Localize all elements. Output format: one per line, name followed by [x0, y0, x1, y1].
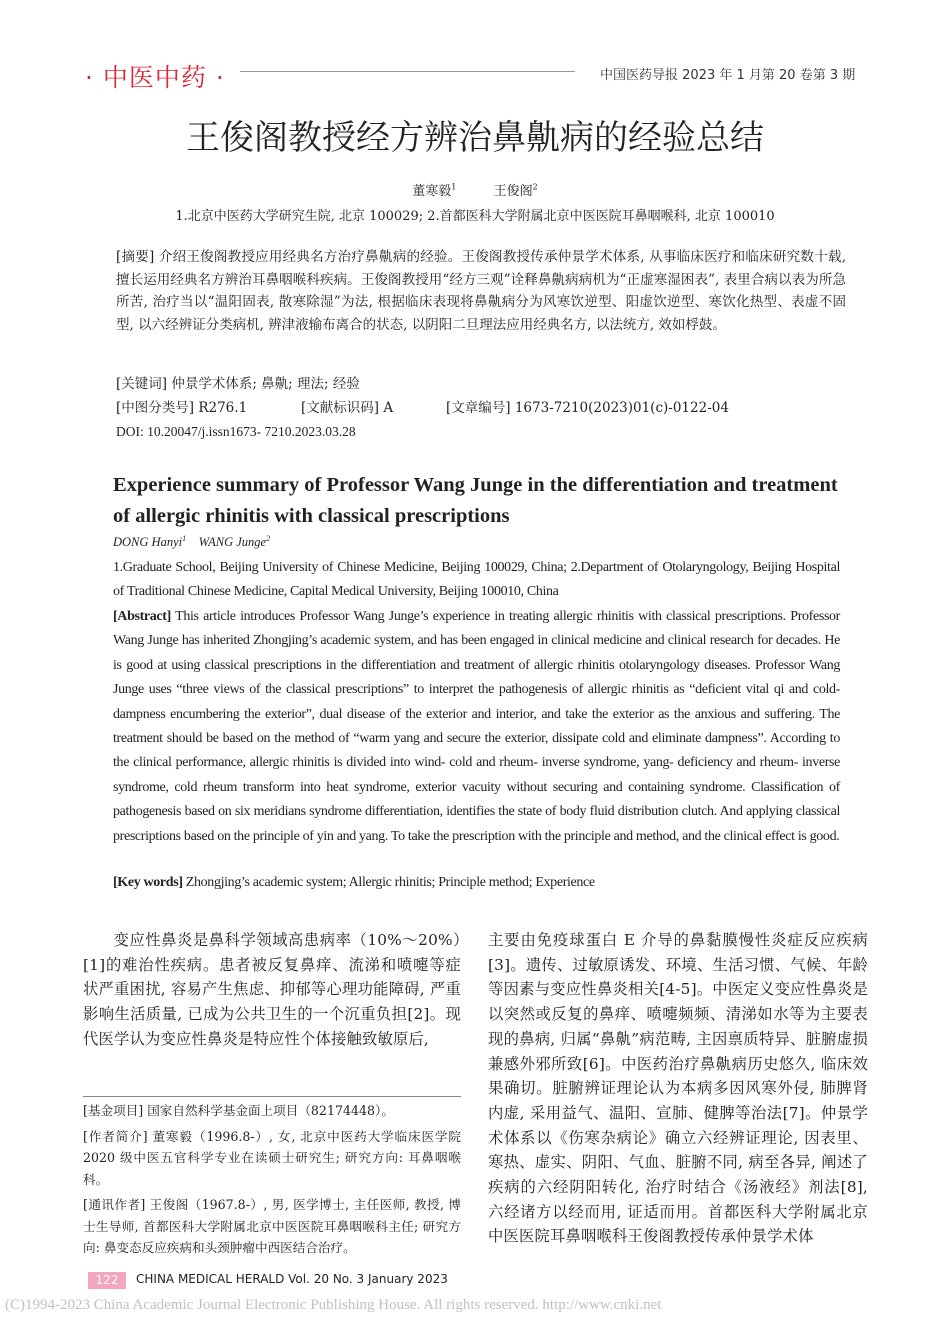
affiliation: 1.北京中医药大学研究生院, 北京 100029; 2.首都医科大学附属北京中医医院耳鼻咽喉科, 北京 100010 [175, 209, 775, 224]
clc-label: [中图分类号] [116, 400, 195, 416]
doc-label: [文献标识码] [301, 400, 380, 416]
journal-info: 中国医药导报 2023 年 1 月第 20 卷第 3 期 [600, 68, 856, 83]
en-author-2: WANG Junge [198, 535, 267, 550]
article-label: [文章编号] [446, 400, 511, 416]
footnote-author: [作者简介] 董寒毅（1996.8-）, 女, 北京中医药大学临床医学院 2020 级中医五官科学专业在读硕士研究生; 研究方向: 耳鼻咽喉科。 [83, 1128, 461, 1187]
en-author-2-sup: 2 [266, 534, 271, 543]
en-abstract-text: This article introduces Professor Wang Junge’s experience in treating allergic rhinitis with classical prescriptions. Professor Wang Junge has inherited Zhongjing’s academic system, and has been engaged in clinical medicine and clinical research for decades. He is good at using classical prescriptions in the differentiation and treatment of allergic rhinitis otolaryngology diseases. Professor Wang Junge uses “three views of the classical prescriptions” to interpret the pathogenesis of allergic rhinitis as “deficient vital qi and cold- dampness encumbering the exterior”, dual disease of the exterior and interior, and take the exterior as the anxious and suffering. The treatment should be based on the method of “warm yang and secure the exterior, dissipate cold and eliminate dampness”. According to the clinical performance, allergic rhinitis is divided into wind- cold and rheum- inverse syndrome, yang- deficiency and rheum- inverse syndrome, cold rheum transform into heat syndrome, exterior vacuity without securing and containing syndrome. Classification of pathogenesis based on six meridians syndrome differentiation, identifies the state of body fluid distribution clutch. And applying classical prescriptions based on the principle of yin and yang. To take the prescription with the principle and method, and the clinical effect is good. [113, 609, 840, 844]
en-keywords-text: Zhongjing’s academic system; Allergic rhinitis; Principle method; Experience [185, 875, 595, 890]
page-number: 122 [88, 1272, 126, 1289]
footnote-corresponding: [通讯作者] 王俊阁（1967.8-）, 男, 医学博士, 主任医师, 教授, 博士生导师, 首都医科大学附属北京中医医院耳鼻咽喉科主任; 研究方向: 鼻变态反应疾病和头颈肿瘤中西医结合治疗。 [83, 1197, 461, 1255]
en-author-1-sup: 1 [182, 534, 187, 543]
en-title: Experience summary of Professor Wang Junge in the differentiation and treatment of allergic rhinitis with classical prescriptions [113, 474, 838, 527]
cn-keywords [116, 373, 846, 396]
author-1: 董寒毅 [412, 184, 452, 199]
author-1-sup: 1 [451, 182, 457, 192]
cn-keywords-text: 仲景学术体系; 鼻鼽; 理法; 经验 [171, 376, 360, 392]
section-label: · 中医中药 · [85, 63, 225, 92]
article-value: 1673-7210(2023)01(c)-0122-04 [514, 400, 729, 416]
footer-journal: CHINA MEDICAL HERALD Vol. 20 No. 3 January 2023 [136, 1272, 448, 1286]
clc-value: R276.1 [198, 400, 248, 416]
footnote-fund: [基金项目] 国家自然科学基金面上项目（82174448）。 [83, 1103, 394, 1118]
en-affiliation: 1.Graduate School, Beijing University of Chinese Medicine, Beijing 100029, China; 2.Department of Otolaryngology, Beijing Hospital of Traditional Chinese Medicine, Capital Medical University, Beijing 100010, China [113, 560, 840, 600]
footnotes [83, 1100, 461, 1263]
body-right-column: 主要由免疫球蛋白 E 介导的鼻黏膜慢性炎症反应疾病[3]。遗传、过敏原诱发、环境、生活习惯、气候、年龄等因素与变应性鼻炎相关[4-5]。中医定义变应性鼻炎是以突然或反复的鼻痒、喷嚏频频、清涕如水等为主要表现的鼻病, 归属“鼻鼽”病范畴, 主因禀质特异、脏腑虚损兼感外邪所致[6]。中医药治疗鼻鼽病历史悠久, 临床效果确切。脏腑辨证理论认为本病多因风寒外侵, 肺脾肾内虚, 采用益气、温阳、宣肺、健脾等治法[7]。仲景学术体系以《伤寒杂病论》确立六经辨证理论, 因表里、寒热、虚实、阴阳、气血、脏腑不同, 病至各异, 阐述了疾病的六经阴阳转化, 治疗时结合《汤液经》剂法[8], 六经诸方以经而用, 证适而用。首都医科大学附属北京中医医院耳鼻咽喉科王俊阁教授传承仲景学术体 [488, 931, 868, 1246]
footnote-rule [83, 1096, 461, 1097]
en-keywords [113, 871, 840, 895]
classification [116, 397, 846, 420]
en-abstract [113, 605, 840, 849]
doc-value: A [383, 400, 394, 416]
doi: DOI: 10.20047/j.issn1673- 7210.2023.03.28 [116, 424, 356, 439]
cn-abstract-label: [摘要] [116, 249, 155, 265]
copyright-watermark: (C)1994-2023 China Academic Journal Electronic Publishing House. All rights reserved. http://www.cnki.net [5, 1297, 662, 1313]
header-rule [240, 71, 575, 72]
author-2-sup: 2 [532, 182, 538, 192]
en-author-1: DONG Hanyi [113, 535, 183, 550]
author-2: 王俊阁 [493, 184, 533, 199]
en-keywords-label: [Key words] [113, 875, 183, 890]
paper-title: 王俊阁教授经方辨治鼻鼽病的经验总结 [186, 118, 764, 158]
en-authors [113, 534, 270, 550]
cn-abstract-text: 介绍王俊阁教授应用经典名方治疗鼻鼽病的经验。王俊阁教授传承仲景学术体系, 从事临床医疗和临床研究数十载, 擅长运用经典名方辨治耳鼻咽喉科疾病。王俊阁教授用“经方三观”诠释鼻鼽病病机为“正虚寒湿困表”, 表里合病以表为所急所苦, 治疗当以“温阳固表, 散寒除湿”为法, 根据临床表现将鼻鼽病分为风寒饮逆型、阳虚饮逆型、寒饮化热型、表虚不固型, 以六经辨证分类病机, 辨津液输布离合的状态, 以阴阳二旦理法应用经典名方, 以法统方, 效如桴鼓。 [116, 249, 846, 333]
body-left-column: 变应性鼻炎是鼻科学领域高患病率（10%～20%）[1]的难治性疾病。患者被反复鼻痒、流涕和喷嚏等症状严重困扰, 容易产生焦虑、抑郁等心理功能障碍, 严重影响生活质量, 已成为公共卫生的一个沉重负担[2]。现代医学认为变应性鼻炎是特应性个体接触致敏原后, [83, 931, 461, 1048]
cn-keywords-label: [关键词] [116, 376, 168, 392]
cn-abstract [116, 246, 846, 336]
authors [0, 180, 950, 199]
en-abstract-label: [Abstract] [113, 609, 171, 624]
